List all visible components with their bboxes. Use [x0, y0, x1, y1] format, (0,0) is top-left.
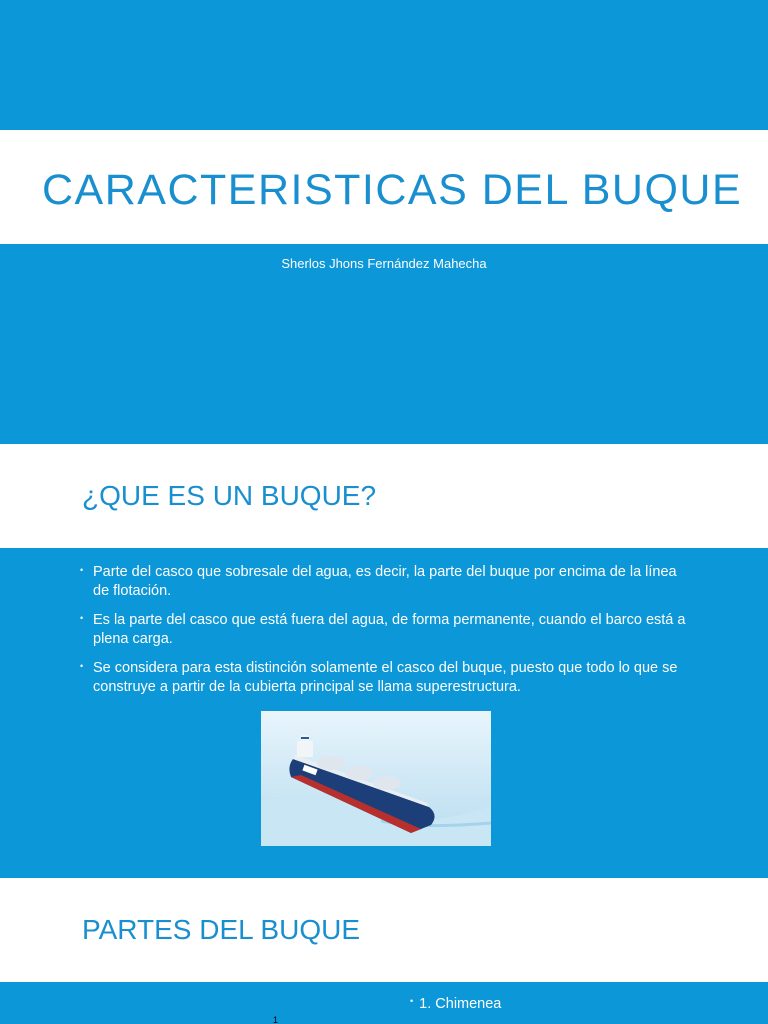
ship-image	[261, 711, 491, 846]
slide1-title: CARACTERISTICAS DEL BUQUE	[42, 166, 743, 214]
bullet-dot-icon: •	[80, 565, 84, 575]
bullet-list	[80, 563, 690, 707]
footnote-number: 1	[273, 1015, 279, 1024]
slide3-body	[0, 982, 768, 1024]
slide1-title-band	[0, 130, 768, 244]
ship-in-ice-illustration	[261, 711, 491, 846]
slide3-title: PARTES DEL BUQUE	[82, 914, 361, 945]
slide1-subtitle-band	[0, 244, 768, 444]
slide2-title-band	[0, 444, 768, 548]
bullet-item: • Es la parte del casco que está fuera del agua, de forma permanente, cuando el barco está a plena carga.	[80, 612, 686, 647]
bullet-item: • Se considera para esta distinción solamente el casco del buque, puesto que todo lo que se construye a partir de la cubierta principal se llama superestructura.	[80, 660, 678, 695]
slide2-body	[0, 548, 768, 878]
author-name: Sherlos Jhons Fernández Mahecha	[281, 256, 487, 271]
bullet-item: • 1. Chimenea	[410, 996, 502, 1012]
slide2-title: ¿QUE ES UN BUQUE?	[82, 480, 377, 511]
slide3-title-band	[0, 878, 768, 982]
slide1-top-band	[0, 0, 768, 130]
bullet-dot-icon: •	[80, 661, 84, 671]
bullet-dot-icon: •	[410, 996, 414, 1006]
bullet-dot-icon: •	[80, 613, 84, 623]
bullet-item: • Parte del casco que sobresale del agua, es decir, la parte del buque por encima de la línea de flotación.	[80, 564, 677, 599]
